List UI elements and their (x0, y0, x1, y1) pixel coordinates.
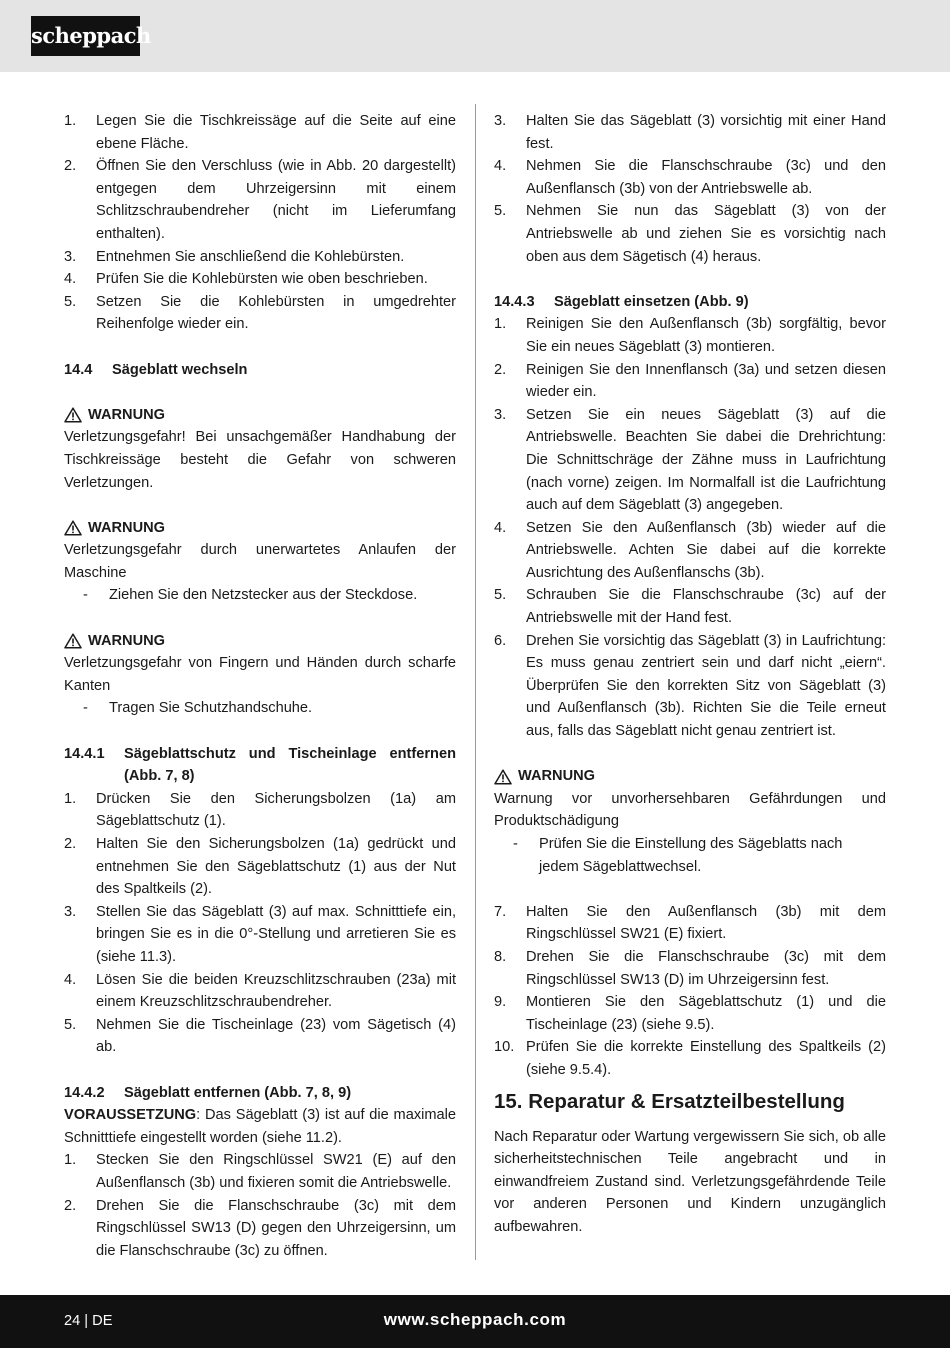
warning-block (64, 517, 456, 607)
repair-paragraph: Nach Reparatur oder Wartung vergewissern Sie sich, ob alle sicherheitstechnischen Teile angebracht und in einwandfreiem Zustand sind. Verletzungsgefährdende Teile vor anderen Personen und Kindern unzugänglich aufbewahren. (494, 1128, 886, 1235)
list-item: 3. Halten Sie das Sägeblatt (3) vorsichtig mit einer Hand fest. (494, 113, 886, 152)
precondition: VORAUSSETZUNG: Das Sägeblatt (3) ist auf die maximale Schnitttiefe eingestellt worden (siehe 11.2). (64, 1107, 456, 1146)
list-item: 2. Halten Sie den Sicherungsbolzen (1a) gedrückt und entnehmen Sie den Sägeblattschutz (1) aus der Nut des Spaltkeils (2). (64, 836, 456, 898)
list-item: 5. Schrauben Sie die Flanschschraube (3c) auf der Antriebswelle mit der Hand fest. (494, 587, 886, 627)
warning-block (64, 630, 456, 720)
bullet-item: - Ziehen Sie den Netzstecker aus der Steckdose. (83, 587, 418, 604)
list-item: 4. Lösen Sie die beiden Kreuzschlitzschrauben (23a) mit einem Kreuzschlitzschraubendreher. (64, 971, 456, 1011)
list-item: 1. Reinigen Sie den Außenflansch (3b) sorgfältig, bevor Sie ein neues Sägeblatt (3) montieren. (494, 316, 886, 355)
insert-blade-steps-continued (494, 901, 886, 1082)
list-item: 5. Nehmen Sie die Tischeinlage (23) vom Sägetisch (4) ab. (64, 1016, 456, 1056)
remove-blade-steps (64, 1149, 456, 1262)
list-item: 3. Setzen Sie ein neues Sägeblatt (3) auf die Antriebswelle. Beachten Sie dabei die Drehrichtung: Die Schnittschräge der Zähne muss in Laufrichtung (nach vorne) zeigen. Im Normalfall ist die Laufrichtung auch auf dem Sägeblatt (3) angegeben. (494, 406, 886, 514)
page-header (0, 0, 950, 72)
warning-text: Verletzungsgefahr von Fingern und Händen durch scharfe Kanten (64, 655, 456, 694)
section-heading-15: 15. Reparatur & Ersatzteilbestellung (494, 1089, 845, 1113)
warning-text: Warnung vor unvorhersehbaren Gefährdungen und Produktschädigung (494, 790, 886, 830)
list-item: 6. Drehen Sie vorsichtig das Sägeblatt (3) in Laufrichtung: Es muss genau zentriert sein und darf nicht „eiern“. Überprüfen Sie den korrekten Sitz von Sägeblatt (3) und Außenflansch (3b). Richten Sie die Teile erneut aus, falls das Sägeblatt nicht genau zentriert ist. (494, 632, 886, 740)
bullet-item: - Tragen Sie Schutzhandschuhe. (83, 700, 313, 717)
list-item: 3. Stellen Sie das Sägeblatt (3) auf max. Schnitttiefe ein, bringen Sie es in die 0°-Stellung und arretieren Sie es (siehe 11.3). (64, 903, 456, 965)
right-column (494, 110, 886, 1239)
list-item: 10. Prüfen Sie die korrekte Einstellung des Spaltkeils (2) (siehe 9.5.4). (494, 1039, 886, 1078)
list-item: 1. Legen Sie die Tischkreissäge auf die Seite auf eine ebene Fläche. (64, 113, 456, 152)
page-footer (0, 1295, 950, 1348)
list-item: 2. Drehen Sie die Flanschschraube (3c) mit dem Ringschlüssel SW13 (D) gegen den Uhrzeigersinn, um die Flanschschraube (3c) zu öffnen. (64, 1197, 456, 1259)
warning-label: WARNUNG (88, 632, 166, 649)
list-item: 8. Drehen Sie die Flanschschraube (3c) mit dem Ringschlüssel SW13 (D) im Uhrzeigersinn fest. (494, 948, 886, 988)
scheppach-logo: scheppach (31, 16, 140, 56)
list-item: 9. Montieren Sie den Sägeblattschutz (1) und die Tischeinlage (23) (siehe 9.5). (494, 994, 886, 1033)
warning-label: WARNUNG (518, 768, 596, 785)
section-heading-14-4: 14.4 Sägeblatt wechseln (64, 361, 248, 378)
warning-label: WARNUNG (88, 519, 166, 536)
bullet-item: - Prüfen Sie die Einstellung des Sägeblatts nach jedem Sägeblattwechsel. (513, 836, 843, 875)
list-item: 4. Setzen Sie den Außenflansch (3b) wieder auf die Antriebswelle. Achten Sie dabei auf die korrekte Ausrichtung des Außenflanschs (3b). (494, 519, 886, 581)
section-heading-14-4-2: 14.4.2 Sägeblatt entfernen (Abb. 7, 8, 9) (64, 1084, 352, 1101)
list-item: 4. Nehmen Sie die Flanschschraube (3c) und den Außenflansch (3b) von der Antriebswelle ab. (494, 158, 886, 197)
list-item: 2. Öffnen Sie den Verschluss (wie in Abb. 20 dargestellt) entgegen dem Uhrzeigersinn mit einem Schlitzschraubendreher (nicht im Lieferumfang enthalten). (64, 158, 456, 242)
list-item: 7. Halten Sie den Außenflansch (3b) mit dem Ringschlüssel SW21 (E) fixiert. (494, 903, 886, 943)
website-url: www.scheppach.com (383, 1310, 567, 1329)
warning-block (64, 404, 456, 494)
list-item: 3. Entnehmen Sie anschließend die Kohlebürsten. (64, 248, 405, 265)
remove-guard-steps (64, 788, 456, 1059)
list-item: 5. Setzen Sie die Kohlebürsten in umgedrehter Reihenfolge wieder ein. (64, 293, 456, 333)
warning-triangle-icon (494, 769, 512, 785)
list-item: 1. Drücken Sie den Sicherungsbolzen (1a) am Sägeblattschutz (1). (64, 790, 456, 830)
warning-text: Verletzungsgefahr! Bei unsachgemäßer Handhabung der Tischkreissäge besteht die Gefahr von schweren Verletzungen. (64, 429, 456, 491)
list-item: 1. Stecken Sie den Ringschlüssel SW21 (E) auf den Außenflansch (3b) und fixieren somit die Antriebswelle. (64, 1152, 456, 1191)
warning-block (494, 765, 886, 878)
list-item: 5. Nehmen Sie nun das Sägeblatt (3) von der Antriebswelle ab und ziehen Sie es vorsichtig nach oben aus dem Sägetisch (4) heraus. (494, 203, 886, 265)
column-divider (475, 104, 476, 1260)
insert-blade-steps (494, 313, 886, 742)
left-column (64, 110, 456, 1262)
list-item: 2. Reinigen Sie den Innenflansch (3a) und setzen diesen wieder ein. (494, 361, 886, 401)
page-number: 24 | DE (64, 1313, 113, 1329)
section-heading-14-4-1: 14.4.1 Sägeblattschutz und Tischeinlage entfernen (Abb. 7, 8) (64, 745, 456, 785)
warning-triangle-icon (64, 633, 82, 649)
warning-text: Verletzungsgefahr durch unerwartetes Anlaufen der Maschine (64, 542, 456, 581)
warning-triangle-icon (64, 407, 82, 423)
list-item: 4. Prüfen Sie die Kohlebürsten wie oben beschrieben. (64, 271, 428, 288)
section-heading-14-4-3: 14.4.3 Sägeblatt einsetzen (Abb. 9) (494, 293, 749, 310)
carbon-brush-steps (64, 110, 456, 336)
warning-label: WARNUNG (88, 406, 166, 423)
warning-triangle-icon (64, 520, 82, 536)
remove-blade-steps-continued (494, 110, 886, 268)
